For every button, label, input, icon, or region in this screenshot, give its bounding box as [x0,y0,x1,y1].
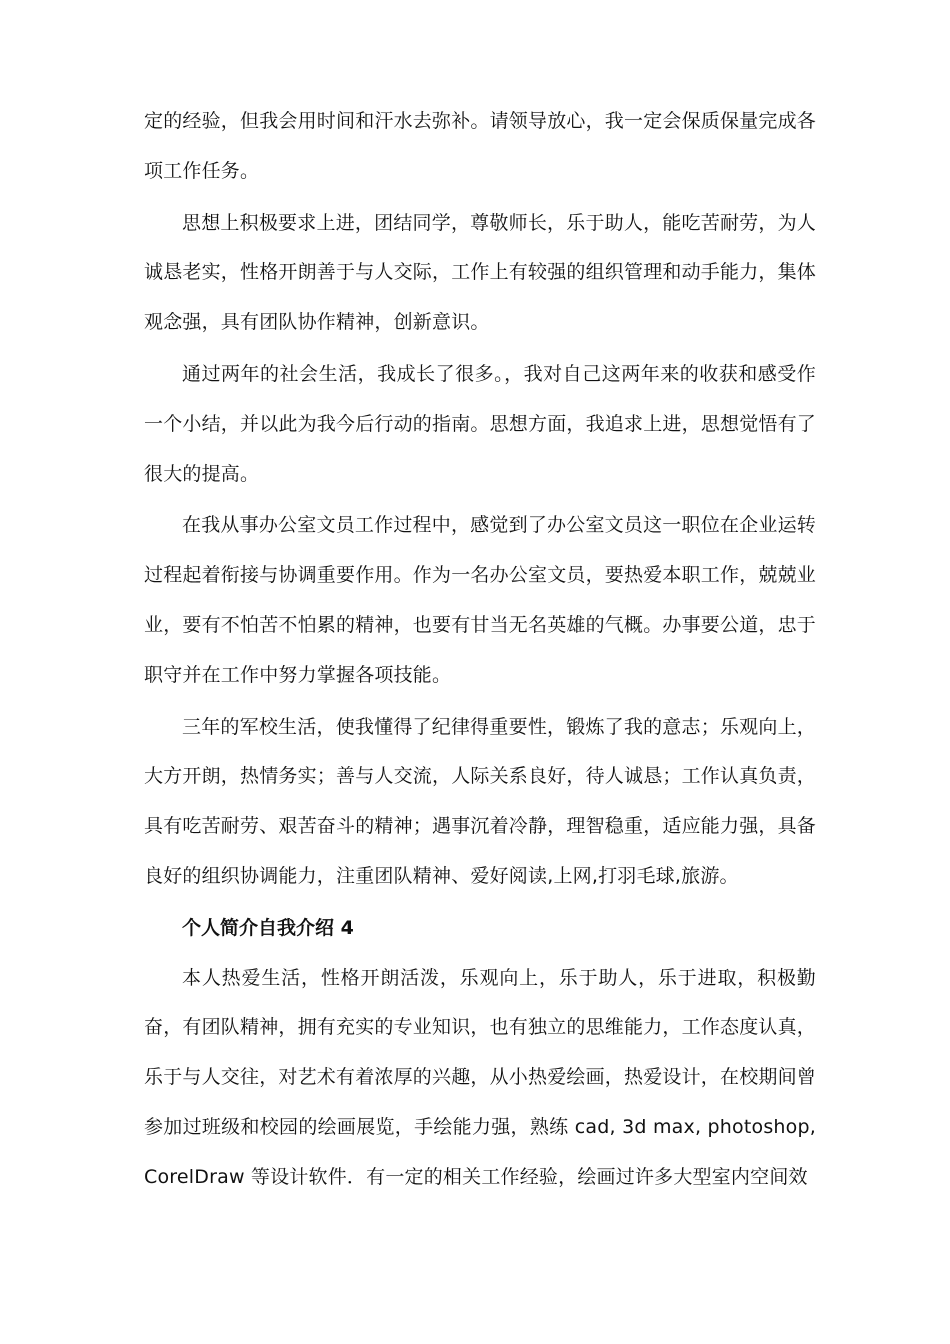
paragraph-6: 本人热爱生活，性格开朗活泼，乐观向上，乐于助人，乐于进取，积极勤奋，有团队精神，拥有充实的专业知识，也有独立的思维能力，工作态度认真，乐于与人交往，对艺术有着浓厚的兴趣，从小热爱绘画，热爱设计，在校期间曾参加过班级和校园的绘画展览，手绘能力强，熟练 cad, 3d max, photoshop, CorelDraw 等设计软件．有一定的相关工作经验，绘画过许多大型室内空间效 [144,966,817,1188]
paragraph-2: 思想上积极要求上进，团结同学，尊敬师长，乐于助人，能吃苦耐劳，为人诚恳老实，性格开朗善于与人交际，工作上有较强的组织管理和动手能力，集体观念强，具有团队协作精神，创新意识。 [144,211,817,334]
paragraph-4: 在我从事办公室文员工作过程中，感觉到了办公室文员这一职位在企业运转过程起着衔接与协调重要作用。作为一名办公室文员，要热爱本职工作，兢兢业业，要有不怕苦不怕累的精神，也要有甘当无名英雄的气概。办事要公道，忠于职守并在工作中努力掌握各项技能。 [144,514,817,686]
paragraph-5: 三年的军校生活，使我懂得了纪律得重要性，锻炼了我的意志；乐观向上，大方开朗，热情务实；善与人交流，人际关系良好，待人诚恳；工作认真负责，具有吃苦耐劳、艰苦奋斗的精神；遇事沉着冷静，理智稳重，适应能力强，具备良好的组织协调能力，注重团队精神、爱好阅读,上网,打羽毛球,旅游。 [144,715,817,887]
paragraph-3: 通过两年的社会生活，我成长了很多。，我对自己这两年来的收获和感受作一个小结，并以此为我今后行动的指南。思想方面，我追求上进，思想觉悟有了很大的提高。 [144,362,817,485]
document-page [144,97,816,1205]
paragraph-1: 定的经验，但我会用时间和汗水去弥补。请领导放心，我一定会保质保量完成各项工作任务。 [144,110,817,182]
section-heading: 个人简介自我介绍 4 [182,916,354,939]
